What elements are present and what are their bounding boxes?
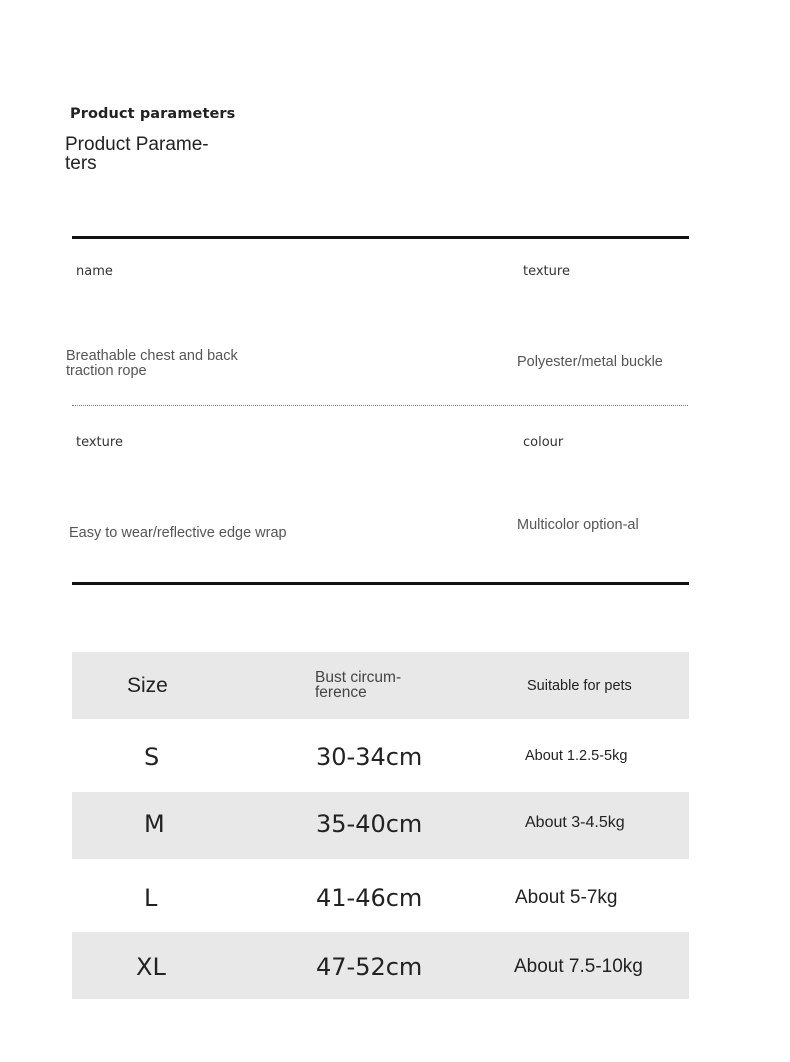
bust-cell-m: 35-40cm [316,810,423,838]
param-label-texture-2: texture [76,435,123,450]
bust-cell-s: 30-34cm [316,743,423,771]
section-title-large: Product Parame-ters [65,134,209,174]
size-cell-xl: XL [136,953,166,981]
size-cell-m: M [144,810,165,838]
header-pets: Suitable for pets [527,678,632,694]
bottom-divider [72,582,689,585]
pets-cell-l: About 5-7kg [515,887,618,908]
pets-cell-s: About 1.2.5-5kg [525,748,628,764]
size-cell-s: S [144,743,160,771]
param-value-texture: Polyester/metal buckle [517,354,663,370]
param-value-name: Breathable chest and back traction rope [66,348,238,379]
pets-cell-xl: About 7.5-10kg [514,956,643,977]
section-title-small: Product parameters [70,106,236,122]
pets-cell-m: About 3-4.5kg [525,814,625,831]
param-label-colour: colour [523,435,564,450]
param-value-feature: Easy to wear/reflective edge wrap [69,525,287,541]
bust-cell-l: 41-46cm [316,884,423,912]
size-cell-l: L [144,884,158,912]
header-size: Size [127,674,168,697]
header-bust: Bust circum-ference [315,669,402,701]
bust-cell-xl: 47-52cm [316,953,423,981]
top-divider [72,236,689,239]
middle-divider [72,405,688,406]
param-label-texture: texture [523,264,570,279]
param-label-name: name [76,264,113,279]
param-value-colour: Multicolor option-al [517,517,639,533]
